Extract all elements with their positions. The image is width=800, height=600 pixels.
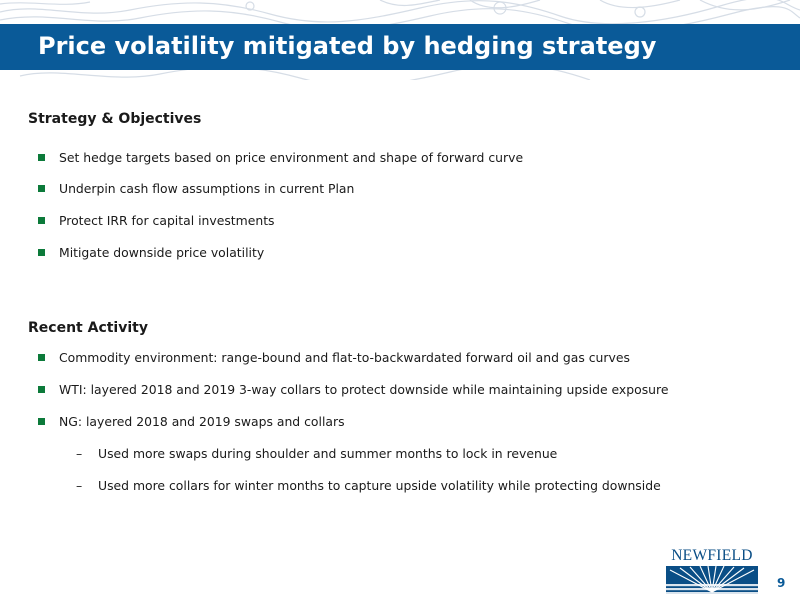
bullet-square-icon bbox=[38, 386, 45, 393]
bullet-square-icon bbox=[38, 249, 45, 256]
bullet-square-icon bbox=[38, 354, 45, 361]
sub-bullet-text: Used more collars for winter months to capture upside volatility while protecting downside bbox=[98, 477, 661, 493]
sub-bullet-item bbox=[76, 445, 557, 461]
bullet-square-icon bbox=[38, 418, 45, 425]
bullet-item bbox=[38, 244, 264, 260]
bullet-item bbox=[38, 149, 523, 165]
bullet-text: Underpin cash flow assumptions in current Plan bbox=[59, 180, 355, 196]
dash-icon: – bbox=[76, 477, 83, 493]
sub-bullet-text: Used more swaps during shoulder and summer months to lock in revenue bbox=[98, 445, 558, 461]
bullet-text: Protect IRR for capital investments bbox=[59, 212, 275, 228]
sunburst-logo-icon bbox=[666, 566, 758, 594]
bullet-text: Commodity environment: range-bound and flat-to-backwardated forward oil and gas curves bbox=[59, 349, 630, 365]
title-bar bbox=[0, 24, 800, 70]
bullet-text: Set hedge targets based on price environment and shape of forward curve bbox=[59, 149, 524, 165]
sub-bullet-item bbox=[76, 477, 661, 493]
bullet-text: NG: layered 2018 and 2019 swaps and collars bbox=[59, 413, 345, 429]
bullet-item bbox=[38, 349, 630, 365]
bullet-text: WTI: layered 2018 and 2019 3-way collars to protect downside while maintaining upside exposure bbox=[59, 381, 669, 397]
bullet-text: Mitigate downside price volatility bbox=[59, 244, 265, 260]
bullet-square-icon bbox=[38, 154, 45, 161]
company-logo bbox=[660, 547, 764, 595]
bullet-square-icon bbox=[38, 185, 45, 192]
slide-title: Price volatility mitigated by hedging strategy bbox=[38, 32, 657, 60]
section-heading-recent-activity: Recent Activity bbox=[28, 320, 148, 336]
page-number: 9 bbox=[777, 576, 786, 590]
bullet-item bbox=[38, 212, 275, 228]
section-heading-strategy: Strategy & Objectives bbox=[28, 111, 202, 127]
bullet-item bbox=[38, 381, 668, 397]
logo-wordmark: NEWFIELD bbox=[671, 547, 753, 564]
bullet-item bbox=[38, 413, 345, 429]
bullet-square-icon bbox=[38, 217, 45, 224]
dash-icon: – bbox=[76, 445, 83, 461]
bullet-item bbox=[38, 180, 354, 196]
